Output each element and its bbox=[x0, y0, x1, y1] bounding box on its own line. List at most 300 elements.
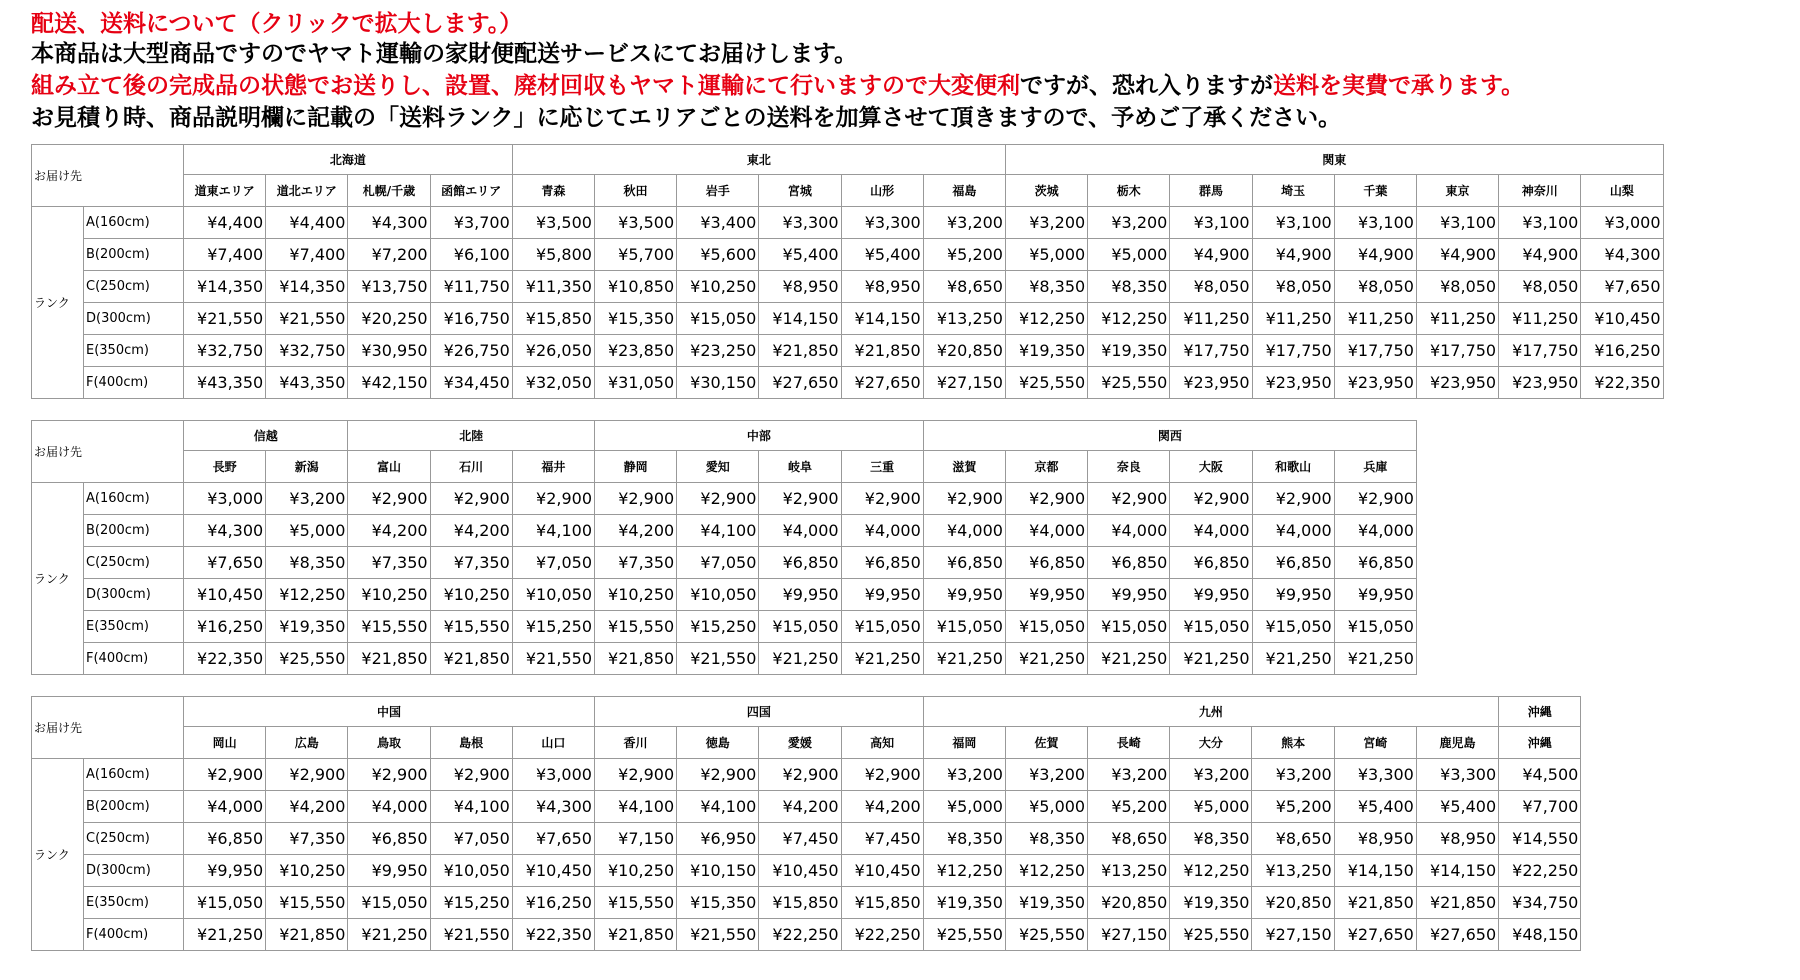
price-cell: ¥17,750 bbox=[1416, 335, 1498, 367]
price-cell: ¥8,050 bbox=[1499, 271, 1581, 303]
price-cell: ¥8,350 bbox=[266, 547, 348, 579]
price-cell: ¥10,150 bbox=[677, 855, 759, 887]
intro-line-2-part: 組み立て後の完成品の状態でお送りし、設置、廃材回収もヤマト運輸にて行いますので大変便利 bbox=[31, 73, 1020, 99]
price-cell: ¥7,350 bbox=[430, 547, 512, 579]
price-cell: ¥3,100 bbox=[1170, 207, 1252, 239]
price-cell: ¥5,000 bbox=[1088, 239, 1170, 271]
price-cell: ¥21,550 bbox=[430, 919, 512, 951]
price-cell: ¥26,050 bbox=[512, 335, 594, 367]
price-cell: ¥21,850 bbox=[841, 335, 923, 367]
price-cell: ¥5,600 bbox=[677, 239, 759, 271]
prefecture-header: 静岡 bbox=[595, 451, 677, 483]
prefecture-header: 愛媛 bbox=[759, 727, 841, 759]
price-cell: ¥3,000 bbox=[1581, 207, 1663, 239]
price-cell: ¥4,000 bbox=[923, 515, 1005, 547]
prefecture-header: 和歌山 bbox=[1252, 451, 1334, 483]
price-cell: ¥3,100 bbox=[1334, 207, 1416, 239]
price-cell: ¥6,850 bbox=[1170, 547, 1252, 579]
prefecture-header: 鳥取 bbox=[348, 727, 430, 759]
price-cell: ¥3,200 bbox=[1170, 759, 1252, 791]
price-cell: ¥9,950 bbox=[923, 579, 1005, 611]
price-cell: ¥12,250 bbox=[923, 855, 1005, 887]
price-cell: ¥21,550 bbox=[184, 303, 266, 335]
prefecture-header: 香川 bbox=[594, 727, 676, 759]
price-cell: ¥9,950 bbox=[1170, 579, 1252, 611]
price-cell: ¥2,900 bbox=[841, 483, 923, 515]
price-cell: ¥17,750 bbox=[1170, 335, 1252, 367]
price-cell: ¥25,550 bbox=[1170, 919, 1252, 951]
price-cell: ¥8,350 bbox=[1005, 271, 1087, 303]
price-cell: ¥4,000 bbox=[1334, 515, 1416, 547]
price-cell: ¥25,550 bbox=[1088, 367, 1170, 399]
price-cell: ¥4,100 bbox=[677, 791, 759, 823]
prefecture-header: 長野 bbox=[184, 451, 266, 483]
price-cell: ¥4,200 bbox=[266, 791, 348, 823]
price-cell: ¥8,050 bbox=[1416, 271, 1498, 303]
region-header: 四国 bbox=[594, 697, 923, 727]
region-header: 中国 bbox=[184, 697, 595, 727]
price-cell: ¥8,650 bbox=[923, 271, 1005, 303]
price-cell: ¥3,300 bbox=[1334, 759, 1416, 791]
price-cell: ¥19,350 bbox=[1005, 335, 1087, 367]
shipping-heading-link[interactable]: 配送、送料について（クリックで拡大します。） bbox=[31, 11, 523, 37]
price-cell: ¥2,900 bbox=[184, 759, 266, 791]
price-cell: ¥8,050 bbox=[1252, 271, 1334, 303]
price-cell: ¥15,350 bbox=[677, 887, 759, 919]
intro-line-2 bbox=[31, 72, 1524, 100]
price-cell: ¥7,400 bbox=[266, 239, 348, 271]
price-cell: ¥2,900 bbox=[430, 483, 512, 515]
destination-label: お届け先 bbox=[32, 145, 184, 207]
prefecture-header: 秋田 bbox=[594, 175, 676, 207]
table-row bbox=[32, 367, 1664, 399]
price-cell: ¥30,950 bbox=[348, 335, 430, 367]
price-cell: ¥20,850 bbox=[1252, 887, 1334, 919]
region-header: 信越 bbox=[184, 421, 348, 451]
price-cell: ¥16,750 bbox=[430, 303, 512, 335]
price-cell: ¥6,850 bbox=[1005, 547, 1087, 579]
price-cell: ¥3,200 bbox=[1005, 759, 1087, 791]
prefecture-header: 佐賀 bbox=[1005, 727, 1087, 759]
price-cell: ¥15,050 bbox=[841, 611, 923, 643]
price-cell: ¥19,350 bbox=[266, 611, 348, 643]
region-header: 東北 bbox=[512, 145, 1005, 175]
table-row bbox=[32, 303, 1664, 335]
price-cell: ¥3,500 bbox=[594, 207, 676, 239]
prefecture-header: 富山 bbox=[348, 451, 430, 483]
price-cell: ¥4,200 bbox=[595, 515, 677, 547]
price-cell: ¥30,150 bbox=[677, 367, 759, 399]
price-cell: ¥3,500 bbox=[512, 207, 594, 239]
prefecture-header: 高知 bbox=[841, 727, 923, 759]
price-cell: ¥4,100 bbox=[512, 515, 594, 547]
price-cell: ¥22,350 bbox=[1581, 367, 1663, 399]
price-cell: ¥4,000 bbox=[348, 791, 430, 823]
price-cell: ¥13,250 bbox=[1088, 855, 1170, 887]
price-cell: ¥7,650 bbox=[1581, 271, 1663, 303]
price-cell: ¥10,250 bbox=[677, 271, 759, 303]
price-cell: ¥21,550 bbox=[677, 919, 759, 951]
price-cell: ¥3,200 bbox=[1088, 207, 1170, 239]
price-cell: ¥4,000 bbox=[841, 515, 923, 547]
price-cell: ¥19,350 bbox=[1170, 887, 1252, 919]
price-cell: ¥11,350 bbox=[512, 271, 594, 303]
prefecture-header: 大阪 bbox=[1170, 451, 1252, 483]
table-chugoku-shikoku-kyushu-okinawa bbox=[31, 696, 1581, 951]
price-cell: ¥2,900 bbox=[759, 759, 841, 791]
price-cell: ¥25,550 bbox=[266, 643, 348, 675]
price-cell: ¥9,950 bbox=[1334, 579, 1416, 611]
prefecture-header: 埼玉 bbox=[1252, 175, 1334, 207]
price-cell: ¥3,100 bbox=[1416, 207, 1498, 239]
price-cell: ¥8,350 bbox=[1005, 823, 1087, 855]
prefecture-header: 札幌/千歳 bbox=[348, 175, 430, 207]
price-cell: ¥10,450 bbox=[1581, 303, 1663, 335]
price-cell: ¥7,150 bbox=[594, 823, 676, 855]
price-cell: ¥3,200 bbox=[266, 483, 348, 515]
table-row bbox=[32, 919, 1581, 951]
price-cell: ¥10,050 bbox=[512, 579, 594, 611]
price-cell: ¥6,950 bbox=[677, 823, 759, 855]
price-cell: ¥25,550 bbox=[923, 919, 1005, 951]
price-cell: ¥7,700 bbox=[1499, 791, 1581, 823]
price-cell: ¥13,250 bbox=[1252, 855, 1334, 887]
price-cell: ¥19,350 bbox=[1088, 335, 1170, 367]
price-cell: ¥3,400 bbox=[677, 207, 759, 239]
price-cell: ¥2,900 bbox=[348, 483, 430, 515]
table-row bbox=[32, 271, 1664, 303]
price-cell: ¥21,850 bbox=[1334, 887, 1416, 919]
prefecture-header: 道北エリア bbox=[266, 175, 348, 207]
prefecture-header: 山形 bbox=[841, 175, 923, 207]
price-cell: ¥4,300 bbox=[512, 791, 594, 823]
intro-line-1: 本商品は大型商品ですのでヤマト運輸の家財便配送サービスにてお届けします。 bbox=[31, 41, 858, 67]
table-row bbox=[32, 483, 1417, 515]
prefecture-header: 三重 bbox=[841, 451, 923, 483]
size-rank-cell: D(300cm) bbox=[84, 855, 184, 887]
price-cell: ¥2,900 bbox=[1252, 483, 1334, 515]
price-cell: ¥14,150 bbox=[1334, 855, 1416, 887]
intro-line-3: お見積り時、商品説明欄に記載の「送料ランク」に応じてエリアごとの送料を加算させて頂きますので、予めご了承ください。 bbox=[31, 105, 1342, 131]
price-cell: ¥21,550 bbox=[266, 303, 348, 335]
price-cell: ¥16,250 bbox=[184, 611, 266, 643]
price-cell: ¥4,000 bbox=[1252, 515, 1334, 547]
prefecture-header: 新潟 bbox=[266, 451, 348, 483]
table-row bbox=[32, 239, 1664, 271]
region-header: 北海道 bbox=[184, 145, 513, 175]
table-row bbox=[32, 207, 1664, 239]
prefecture-header: 群馬 bbox=[1170, 175, 1252, 207]
prefecture-header: 福岡 bbox=[923, 727, 1005, 759]
price-cell: ¥21,850 bbox=[759, 335, 841, 367]
price-cell: ¥5,700 bbox=[594, 239, 676, 271]
price-cell: ¥2,900 bbox=[594, 759, 676, 791]
prefecture-header: 函館エリア bbox=[430, 175, 512, 207]
prefecture-header: 福島 bbox=[923, 175, 1005, 207]
price-cell: ¥21,250 bbox=[1334, 643, 1416, 675]
price-cell: ¥7,050 bbox=[512, 547, 594, 579]
table-row bbox=[32, 579, 1417, 611]
price-cell: ¥5,400 bbox=[1334, 791, 1416, 823]
prefecture-header: 愛知 bbox=[677, 451, 759, 483]
price-cell: ¥15,050 bbox=[184, 887, 266, 919]
prefecture-header: 京都 bbox=[1005, 451, 1087, 483]
prefecture-header: 大分 bbox=[1170, 727, 1252, 759]
price-cell: ¥2,900 bbox=[841, 759, 923, 791]
table-row bbox=[32, 515, 1417, 547]
price-cell: ¥3,100 bbox=[1252, 207, 1334, 239]
price-cell: ¥7,450 bbox=[759, 823, 841, 855]
price-cell: ¥8,950 bbox=[759, 271, 841, 303]
price-cell: ¥3,300 bbox=[841, 207, 923, 239]
prefecture-header: 山口 bbox=[512, 727, 594, 759]
price-cell: ¥6,850 bbox=[1088, 547, 1170, 579]
prefecture-header: 道東エリア bbox=[184, 175, 266, 207]
region-header: 関東 bbox=[1005, 145, 1663, 175]
price-cell: ¥9,950 bbox=[841, 579, 923, 611]
price-cell: ¥8,950 bbox=[1334, 823, 1416, 855]
price-cell: ¥4,400 bbox=[266, 207, 348, 239]
price-cell: ¥4,900 bbox=[1499, 239, 1581, 271]
price-cell: ¥10,450 bbox=[759, 855, 841, 887]
price-cell: ¥21,550 bbox=[677, 643, 759, 675]
price-cell: ¥27,650 bbox=[841, 367, 923, 399]
price-cell: ¥15,850 bbox=[512, 303, 594, 335]
price-cell: ¥14,350 bbox=[184, 271, 266, 303]
table-row bbox=[32, 335, 1664, 367]
price-cell: ¥5,000 bbox=[266, 515, 348, 547]
price-cell: ¥2,900 bbox=[677, 483, 759, 515]
size-rank-cell: F(400cm) bbox=[84, 643, 184, 675]
prefecture-header: 徳島 bbox=[677, 727, 759, 759]
price-cell: ¥20,250 bbox=[348, 303, 430, 335]
price-cell: ¥15,050 bbox=[1170, 611, 1252, 643]
price-cell: ¥15,250 bbox=[677, 611, 759, 643]
prefecture-header: 青森 bbox=[512, 175, 594, 207]
price-cell: ¥23,950 bbox=[1416, 367, 1498, 399]
price-cell: ¥5,000 bbox=[1005, 791, 1087, 823]
table-row bbox=[32, 643, 1417, 675]
price-cell: ¥21,850 bbox=[594, 919, 676, 951]
region-header: 沖縄 bbox=[1499, 697, 1581, 727]
rank-label: ランク bbox=[32, 207, 84, 399]
price-cell: ¥32,050 bbox=[512, 367, 594, 399]
size-rank-cell: B(200cm) bbox=[84, 239, 184, 271]
price-cell: ¥10,250 bbox=[430, 579, 512, 611]
size-rank-cell: F(400cm) bbox=[84, 367, 184, 399]
prefecture-header: 茨城 bbox=[1005, 175, 1087, 207]
prefecture-header: 奈良 bbox=[1088, 451, 1170, 483]
price-cell: ¥4,500 bbox=[1499, 759, 1581, 791]
price-cell: ¥15,250 bbox=[512, 611, 594, 643]
price-cell: ¥15,550 bbox=[595, 611, 677, 643]
size-rank-cell: C(250cm) bbox=[84, 271, 184, 303]
price-cell: ¥42,150 bbox=[348, 367, 430, 399]
price-cell: ¥4,100 bbox=[430, 791, 512, 823]
region-header: 関西 bbox=[923, 421, 1416, 451]
price-cell: ¥10,450 bbox=[841, 855, 923, 887]
region-header: 北陸 bbox=[348, 421, 595, 451]
price-cell: ¥6,850 bbox=[923, 547, 1005, 579]
price-cell: ¥9,950 bbox=[1005, 579, 1087, 611]
price-cell: ¥12,250 bbox=[266, 579, 348, 611]
price-cell: ¥2,900 bbox=[595, 483, 677, 515]
price-cell: ¥21,250 bbox=[1088, 643, 1170, 675]
price-cell: ¥5,000 bbox=[923, 791, 1005, 823]
prefecture-header: 宮崎 bbox=[1334, 727, 1416, 759]
prefecture-header: 島根 bbox=[430, 727, 512, 759]
price-cell: ¥4,000 bbox=[1170, 515, 1252, 547]
price-cell: ¥4,100 bbox=[594, 791, 676, 823]
price-cell: ¥25,550 bbox=[1005, 919, 1087, 951]
price-cell: ¥6,850 bbox=[184, 823, 266, 855]
price-cell: ¥3,100 bbox=[1499, 207, 1581, 239]
price-cell: ¥10,050 bbox=[430, 855, 512, 887]
price-cell: ¥2,900 bbox=[1334, 483, 1416, 515]
price-cell: ¥12,250 bbox=[1170, 855, 1252, 887]
price-cell: ¥21,250 bbox=[1005, 643, 1087, 675]
price-cell: ¥48,150 bbox=[1499, 919, 1581, 951]
price-cell: ¥12,250 bbox=[1005, 303, 1087, 335]
price-cell: ¥9,950 bbox=[1088, 579, 1170, 611]
price-cell: ¥14,550 bbox=[1499, 823, 1581, 855]
price-cell: ¥4,400 bbox=[184, 207, 266, 239]
prefecture-header: 岩手 bbox=[677, 175, 759, 207]
region-header: 九州 bbox=[923, 697, 1498, 727]
price-cell: ¥21,250 bbox=[841, 643, 923, 675]
price-cell: ¥23,950 bbox=[1170, 367, 1252, 399]
size-rank-cell: B(200cm) bbox=[84, 515, 184, 547]
price-cell: ¥12,250 bbox=[1088, 303, 1170, 335]
price-cell: ¥16,250 bbox=[1581, 335, 1663, 367]
price-cell: ¥3,200 bbox=[1252, 759, 1334, 791]
price-cell: ¥15,250 bbox=[430, 887, 512, 919]
price-cell: ¥14,150 bbox=[759, 303, 841, 335]
price-cell: ¥2,900 bbox=[759, 483, 841, 515]
price-cell: ¥22,250 bbox=[1499, 855, 1581, 887]
price-cell: ¥2,900 bbox=[512, 483, 594, 515]
price-cell: ¥8,650 bbox=[1252, 823, 1334, 855]
prefecture-header: 東京 bbox=[1416, 175, 1498, 207]
price-cell: ¥4,000 bbox=[184, 791, 266, 823]
price-cell: ¥7,050 bbox=[677, 547, 759, 579]
price-cell: ¥31,050 bbox=[594, 367, 676, 399]
price-cell: ¥8,650 bbox=[1088, 823, 1170, 855]
price-cell: ¥32,750 bbox=[184, 335, 266, 367]
price-cell: ¥15,050 bbox=[759, 611, 841, 643]
size-rank-cell: A(160cm) bbox=[84, 207, 184, 239]
price-cell: ¥3,200 bbox=[923, 759, 1005, 791]
price-cell: ¥7,450 bbox=[841, 823, 923, 855]
price-cell: ¥4,000 bbox=[1088, 515, 1170, 547]
price-cell: ¥21,250 bbox=[1170, 643, 1252, 675]
price-cell: ¥27,150 bbox=[1088, 919, 1170, 951]
price-cell: ¥21,850 bbox=[1416, 887, 1498, 919]
price-cell: ¥22,350 bbox=[184, 643, 266, 675]
price-cell: ¥21,250 bbox=[348, 919, 430, 951]
price-cell: ¥17,750 bbox=[1252, 335, 1334, 367]
destination-label: お届け先 bbox=[32, 421, 184, 483]
price-cell: ¥22,250 bbox=[841, 919, 923, 951]
price-cell: ¥15,850 bbox=[759, 887, 841, 919]
price-cell: ¥43,350 bbox=[266, 367, 348, 399]
price-cell: ¥7,400 bbox=[184, 239, 266, 271]
price-cell: ¥25,550 bbox=[1005, 367, 1087, 399]
price-cell: ¥7,350 bbox=[348, 547, 430, 579]
price-cell: ¥15,050 bbox=[1088, 611, 1170, 643]
price-cell: ¥7,200 bbox=[348, 239, 430, 271]
price-cell: ¥5,200 bbox=[1088, 791, 1170, 823]
price-cell: ¥5,400 bbox=[759, 239, 841, 271]
price-cell: ¥10,250 bbox=[266, 855, 348, 887]
price-cell: ¥3,000 bbox=[184, 483, 266, 515]
price-cell: ¥16,250 bbox=[512, 887, 594, 919]
price-cell: ¥4,100 bbox=[677, 515, 759, 547]
price-cell: ¥34,750 bbox=[1499, 887, 1581, 919]
prefecture-header: 広島 bbox=[266, 727, 348, 759]
price-cell: ¥7,350 bbox=[266, 823, 348, 855]
size-rank-cell: E(350cm) bbox=[84, 611, 184, 643]
price-cell: ¥23,850 bbox=[594, 335, 676, 367]
price-cell: ¥21,850 bbox=[348, 643, 430, 675]
prefecture-header: 石川 bbox=[430, 451, 512, 483]
table-shinetsu-hokuriku-chubu-kansai bbox=[31, 420, 1417, 675]
price-cell: ¥4,000 bbox=[1005, 515, 1087, 547]
price-cell: ¥10,450 bbox=[184, 579, 266, 611]
price-cell: ¥23,950 bbox=[1252, 367, 1334, 399]
price-cell: ¥15,350 bbox=[594, 303, 676, 335]
price-cell: ¥5,200 bbox=[1252, 791, 1334, 823]
price-cell: ¥43,350 bbox=[184, 367, 266, 399]
price-cell: ¥4,200 bbox=[759, 791, 841, 823]
price-cell: ¥7,650 bbox=[184, 547, 266, 579]
rank-label: ランク bbox=[32, 759, 84, 951]
price-cell: ¥8,950 bbox=[841, 271, 923, 303]
price-cell: ¥5,000 bbox=[1170, 791, 1252, 823]
price-cell: ¥21,850 bbox=[595, 643, 677, 675]
price-cell: ¥21,850 bbox=[266, 919, 348, 951]
price-cell: ¥8,350 bbox=[923, 823, 1005, 855]
prefecture-header: 兵庫 bbox=[1334, 451, 1416, 483]
intro-line-2-part: 送料を実費で承ります。 bbox=[1273, 73, 1525, 99]
price-cell: ¥15,050 bbox=[348, 887, 430, 919]
prefecture-header: 栃木 bbox=[1088, 175, 1170, 207]
price-cell: ¥9,950 bbox=[348, 855, 430, 887]
price-cell: ¥27,150 bbox=[923, 367, 1005, 399]
price-cell: ¥3,300 bbox=[1416, 759, 1498, 791]
size-rank-cell: E(350cm) bbox=[84, 887, 184, 919]
price-cell: ¥13,250 bbox=[923, 303, 1005, 335]
price-cell: ¥11,250 bbox=[1170, 303, 1252, 335]
price-cell: ¥9,950 bbox=[184, 855, 266, 887]
price-cell: ¥19,350 bbox=[923, 887, 1005, 919]
size-rank-cell: B(200cm) bbox=[84, 791, 184, 823]
price-cell: ¥2,900 bbox=[1005, 483, 1087, 515]
price-cell: ¥10,050 bbox=[677, 579, 759, 611]
price-cell: ¥17,750 bbox=[1499, 335, 1581, 367]
price-cell: ¥9,950 bbox=[1252, 579, 1334, 611]
prefecture-header: 沖縄 bbox=[1499, 727, 1581, 759]
size-rank-cell: A(160cm) bbox=[84, 759, 184, 791]
price-cell: ¥3,200 bbox=[1088, 759, 1170, 791]
price-cell: ¥15,550 bbox=[348, 611, 430, 643]
price-cell: ¥23,950 bbox=[1499, 367, 1581, 399]
price-cell: ¥27,650 bbox=[1334, 919, 1416, 951]
price-cell: ¥19,350 bbox=[1005, 887, 1087, 919]
table-row bbox=[32, 855, 1581, 887]
price-cell: ¥11,750 bbox=[430, 271, 512, 303]
rank-label: ランク bbox=[32, 483, 84, 675]
